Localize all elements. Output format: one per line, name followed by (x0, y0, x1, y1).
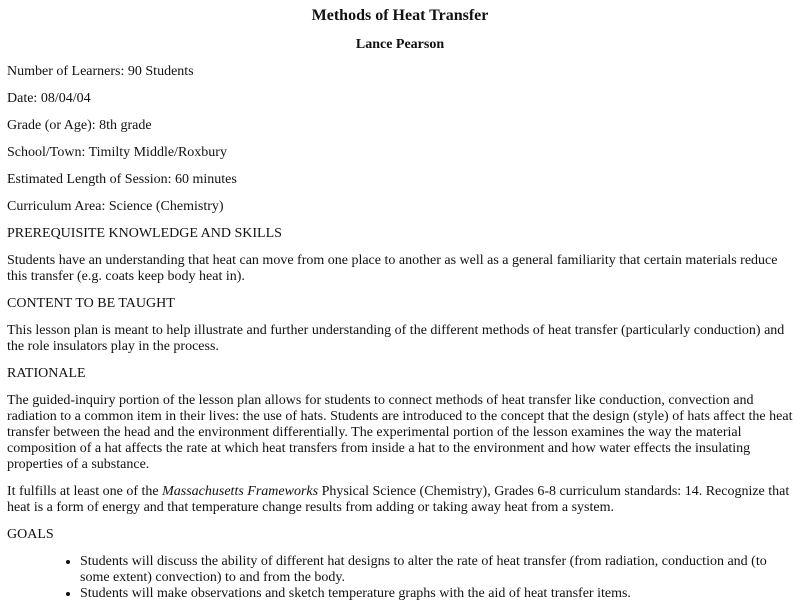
meta-length: Estimated Length of Session: 60 minutes (7, 172, 237, 187)
goal-item: • Students will make observations and sketch temperature graphs with the aid of heat transfer items. (80, 586, 793, 602)
meta-date: Date: 08/04/04 (7, 91, 91, 106)
prereq-heading: PREREQUISITE KNOWLEDGE AND SKILLS (7, 226, 282, 241)
standards-before: It fulfills at least one of the (7, 484, 163, 499)
rationale-text: The guided-inquiry portion of the lesson plan allows for students to connect methods of heat transfer like conduction, convection and radiation to a common item in their lives: the use of hats. Students are introduced to the concept that the design (style) of hats affect the heat transfer between the head and the environment differentially. The experimental portion of the lesson examines the way the material composition of a hat affects the rate at which heat transfers from inside a hat to the environment and how water effects the insulating properties of a substance. (7, 393, 793, 472)
author: Lance Pearson (355, 37, 445, 52)
standards-after: Physical Science (Chemistry), Grades 6-8 curriculum standards: 14. Recognize that heat is a form of energy and that temperature change results from adding or taking away heat from a system. (7, 484, 790, 515)
goals-list (7, 554, 793, 602)
meta-grade: Grade (or Age): 8th grade (7, 118, 152, 133)
standards-italic: Massachusetts Frameworks (162, 484, 319, 499)
meta-curriculum: Curriculum Area: Science (Chemistry) (7, 199, 224, 214)
meta-learners: Number of Learners: 90 Students (7, 64, 194, 79)
document-title: Methods of Heat Transfer (311, 7, 489, 24)
standards-text (7, 484, 793, 516)
goals-heading: GOALS (7, 527, 54, 542)
goal-item: • Students will discuss the ability of different hat designs to alter the rate of heat transfer (from radiation, conduction and (to some extent) convection) to and from the body. (80, 554, 793, 586)
meta-school: School/Town: Timilty Middle/Roxbury (7, 145, 227, 160)
rationale-heading: RATIONALE (7, 366, 86, 381)
content-heading: CONTENT TO BE TAUGHT (7, 296, 175, 311)
content-text: This lesson plan is meant to help illustrate and further understanding of the different methods of heat transfer (particularly conduction) and the role insulators play in the process. (7, 323, 785, 354)
prereq-text: Students have an understanding that heat can move from one place to another as well as a general familiarity that certain materials reduce this transfer (e.g. coats keep body heat in). (7, 253, 778, 284)
